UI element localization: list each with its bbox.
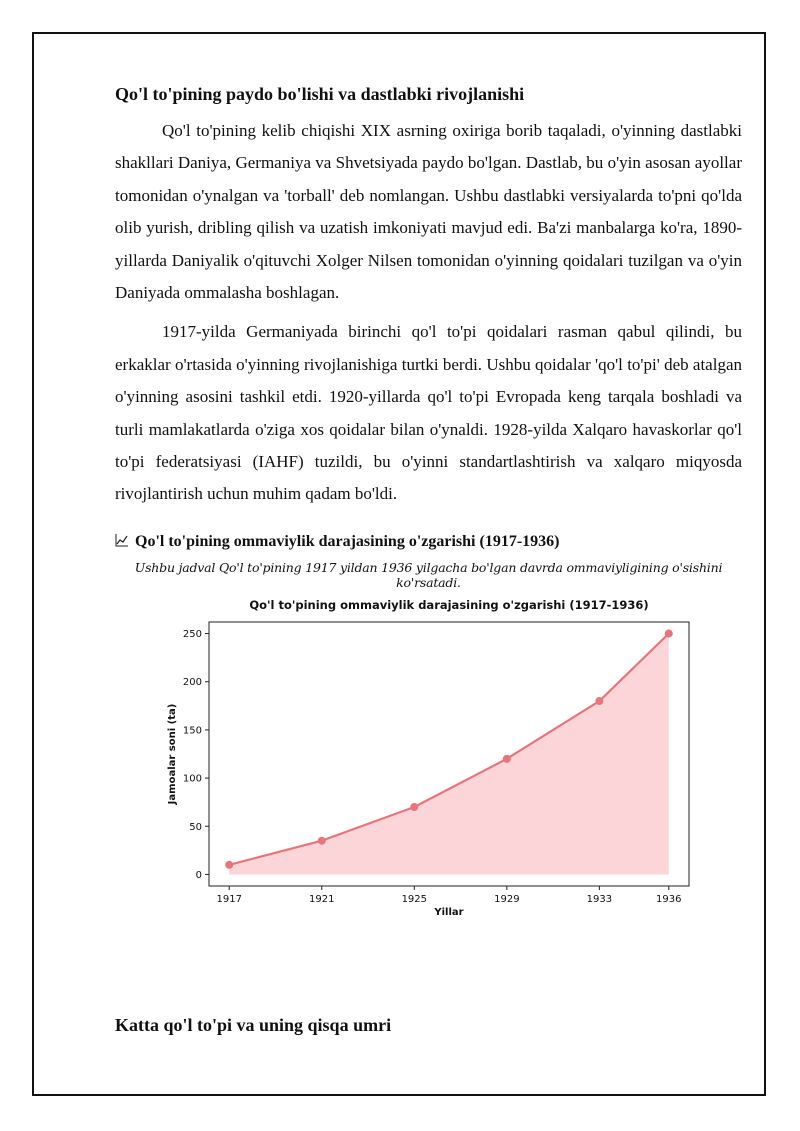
x-axis-label: Yillar: [434, 906, 464, 918]
x-tick-label: 1921: [309, 893, 335, 905]
x-tick-label: 1917: [216, 893, 242, 905]
x-tick-label: 1936: [656, 893, 682, 905]
data-point: [595, 697, 603, 705]
y-tick-label: 150: [182, 725, 202, 737]
data-point: [318, 837, 326, 845]
area-fill: [229, 633, 669, 874]
y-tick-label: 0: [195, 869, 202, 881]
chart: [115, 594, 742, 924]
chart-line-icon: [115, 533, 129, 552]
figure-title: [115, 533, 742, 552]
y-axis-label: Jamoalar soni (ta): [167, 703, 178, 805]
section-heading-2: Katta qo'l to'pi va uning qisqa umri: [115, 1015, 392, 1035]
data-point: [665, 629, 673, 637]
x-tick-label: 1925: [401, 893, 428, 905]
y-tick-label: 250: [182, 628, 202, 640]
data-point: [503, 755, 511, 763]
chart-title: Qo'l to'pining ommaviylik darajasining o'zgarishi (1917-1936): [249, 597, 649, 612]
x-tick-label: 1933: [586, 893, 613, 905]
paragraph-2: 1917-yilda Germaniyada birinchi qo'l to'pi qoidalari rasman qabul qilindi, bu erkaklar o'rtasida o'yinning rivojlanishiga turtki berdi. Ushbu qoidalar 'qo'l to'pi' deb atalgan o'yinning asosini tashkil etdi. 1920-yillarda qo'l to'pi Evropada keng tarqala boshladi va turli mamlakatlarda o'ziga xos qoidalar bilan o'ynaldi. 1928-yilda Xalqaro havaskorlar qo'l to'pi federatsiyasi (IAHF) tuzildi, bu o'yinni standartlashtirish va xalqaro miqyosda rivojlantirish uchun muhim qadam bo'ldi.: [115, 322, 742, 504]
data-point: [225, 861, 233, 869]
document-body: [115, 84, 742, 924]
section-heading: Qo'l to'pining paydo bo'lishi va dastlabki rivojlanishi: [115, 84, 525, 104]
y-tick-label: 100: [182, 773, 202, 785]
figure-title-text: Qo'l to'pining ommaviylik darajasining o'zgarishi (1917-1936): [135, 533, 560, 551]
data-point: [410, 803, 418, 811]
y-tick-label: 200: [182, 677, 202, 689]
y-tick-label: 50: [189, 821, 202, 833]
figure-caption: Ushbu jadval Qo'l to'pining 1917 yildan 1936 yilgacha bo'lgan davrda ommaviyligining o'sishini ko'rsatadi.: [134, 559, 723, 590]
paragraph-1: Qo'l to'pining kelib chiqishi XIX asrning oxiriga borib taqaladi, o'yinning dastlabki shakllari Daniya, Germaniya va Shvetsiyada paydo bo'lgan. Dastlab, bu o'yin asosan ayollar tomonidan o'ynalgan va 'torball' deb nomlangan. Ushbu dastlabki versiyalarda to'pni qo'lda olib yurish, dribling qilish va uzatish imkoniyati mavjud edi. Ba'zi manbalarga ko'ra, 1890-yillarda Daniyalik o'qituvchi Xolger Nilsen tomonidan o'yinning qoidalari tuzilgan va o'yin Daniyada ommalasha boshlagan.: [115, 121, 742, 303]
line-chart: [115, 594, 742, 924]
x-tick-label: 1929: [494, 893, 520, 905]
